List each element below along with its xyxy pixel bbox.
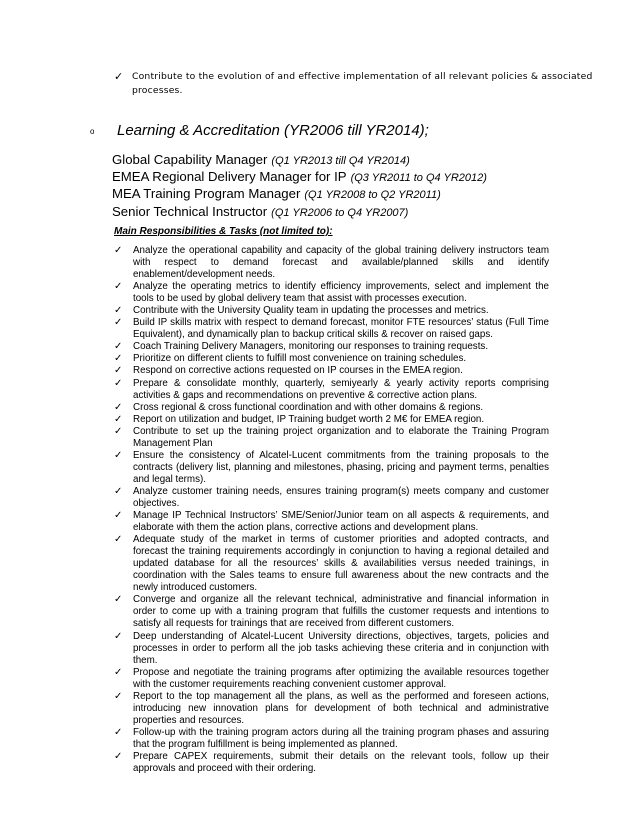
role-period: (Q1 YR2008 to Q2 YR2011) [304, 189, 441, 202]
responsibility-text: Deep understanding of Alcatel-Lucent University directions, objectives, targets, policies and processes in order to perform all the job tasks achieving these criteria and in conjunction with them. [133, 630, 549, 666]
checkmark-icon: ✓ [114, 666, 123, 678]
responsibility-text: Report on utilization and budget, IP Training budget worth 2 M€ for EMEA region. [133, 413, 485, 425]
checkmark-icon: ✓ [114, 401, 123, 413]
role-entry [112, 152, 487, 169]
responsibility-text: Respond on corrective actions requested on IP courses in the EMEA region. [133, 365, 463, 377]
responsibility-item [114, 727, 549, 751]
responsibility-item [114, 751, 549, 775]
responsibility-text: Coach Training Delivery Managers, monitoring our responses to training requests. [133, 341, 489, 353]
checkmark-icon: ✓ [114, 365, 123, 377]
responsibility-text: Contribute to set up the training project organization and to elaborate the Training Program Management Plan [133, 425, 549, 449]
role-title: MEA Training Program Manager [112, 186, 301, 202]
role-period: (Q1 YR2006 to Q4 YR2007) [271, 206, 409, 219]
responsibility-item [114, 691, 549, 727]
role-title: Senior Technical Instructor [112, 203, 268, 219]
section-heading: Learning & Accreditation (YR2006 till YR2014); [117, 122, 429, 139]
responsibility-item [114, 378, 549, 402]
responsibility-item [114, 365, 549, 377]
responsibility-text: Analyze customer training needs, ensures training program(s) meets company and customer objectives. [133, 485, 549, 509]
responsibility-item [114, 426, 549, 450]
checkmark-icon: ✓ [114, 317, 123, 329]
responsibility-item [114, 631, 549, 667]
responsibility-item [114, 317, 549, 341]
section-bullet-icon: o [90, 127, 95, 136]
checkmark-icon: ✓ [114, 534, 123, 546]
role-entry [112, 204, 487, 221]
responsibility-text: Build IP skills matrix with respect to demand forecast, monitor FTE resources’ status (Full Time Equivalent), and dynamically plan to backup critical skills & recover on raised gaps. [133, 317, 549, 341]
responsibility-item [114, 414, 549, 426]
responsibilities-heading: Main Responsibilities & Tasks (not limited to): [114, 226, 333, 237]
responsibility-text: Prepare CAPEX requirements, submit their details on the relevant tools, follow up their approvals and proceed with their ordering. [133, 750, 549, 775]
role-period: (Q1 YR2013 till Q4 YR2014) [271, 155, 410, 167]
checkmark-icon: ✓ [114, 281, 123, 293]
responsibility-item [114, 305, 549, 317]
responsibility-item [114, 353, 549, 365]
role-period: (Q3 YR2011 to Q4 YR2012) [350, 172, 487, 185]
checkmark-icon: ✓ [114, 377, 123, 389]
responsibility-item [114, 510, 549, 534]
responsibility-text: Follow-up with the training program actors during all the training program phases and assuring that the program fulfillment is being implemented as planned. [133, 726, 549, 750]
checkmark-icon: ✓ [114, 353, 123, 365]
checkmark-icon: ✓ [114, 425, 123, 437]
responsibility-text: Analyze the operational capability and capacity of the global training delivery instructors team with respect to demand forecast and available/planned skills and identify enablement/development needs. [133, 245, 549, 281]
responsibility-item [114, 534, 549, 594]
checkmark-icon: ✓ [114, 71, 124, 83]
role-entry [112, 186, 487, 203]
checkmark-icon: ✓ [114, 690, 123, 702]
checkmark-icon: ✓ [114, 630, 123, 642]
responsibility-text: Converge and organize all the relevant technical, administrative and financial information in order to come up with a training program that fulfills the customer requests and intentions to satisfy all requests for trainings that are received from different customers. [133, 594, 549, 630]
responsibility-text: Propose and negotiate the training programs after optimizing the available resources together with the customer requirements reaching convenient customer approval. [133, 666, 549, 690]
checkmark-icon: ✓ [114, 510, 123, 522]
responsibility-text: Adequate study of the market in terms of customer priorities and adopted contracts, and forecast the training requirements accordingly in conjunction to having a regional detailed and updated database for all the resources’ skills & availabilities versus needed trainings, in coordination with the Sales teams to ensure full awareness about the new contracts and the newly introduced customers. [133, 534, 549, 594]
checkmark-icon: ✓ [114, 594, 123, 606]
role-title: Global Capability Manager [112, 152, 268, 167]
responsibility-text: Contribute with the University Quality team in updating the processes and metrics. [133, 305, 489, 317]
checkmark-icon: ✓ [114, 305, 123, 317]
responsibility-item [114, 281, 549, 305]
responsibility-text: Manage IP Technical Instructors’ SME/Senior/Junior team on all aspects & requirements, and elaborate with them the action plans, corrective actions and development plans. [133, 510, 549, 534]
checkmark-icon: ✓ [114, 726, 123, 738]
responsibility-text: Analyze the operating metrics to identify efficiency improvements, select and implement the tools to be used by global delivery team that assist with processes execution. [133, 281, 549, 305]
responsibility-text: Ensure the consistency of Alcatel-Lucent commitments from the training proposals to the contracts (delivery list, planning and milestones, phasing, pricing and payment terms, penalties and legal terms). [133, 449, 549, 485]
role-title: EMEA Regional Delivery Manager for IP [112, 169, 347, 185]
checkmark-icon: ✓ [114, 245, 123, 256]
responsibility-text: Report to the top management all the plans, as well as the performed and foreseen actions, introducing new innovation plans for development of both technical and administrative properties and resources. [133, 690, 549, 726]
responsibility-text: Prepare & consolidate monthly, quarterly, semiyearly & yearly activity reports comprising activities & gaps and recommendations on preventive & corrective action plans. [133, 377, 549, 401]
responsibility-item [114, 594, 549, 630]
responsibility-item [114, 667, 549, 691]
responsibilities-list [114, 245, 549, 775]
responsibility-item [114, 450, 549, 486]
responsibility-item [114, 402, 549, 414]
responsibility-text: Prioritize on different clients to fulfill most convenience on training schedules. [133, 353, 467, 365]
role-entry [112, 169, 487, 186]
checkmark-icon: ✓ [114, 485, 123, 497]
checkmark-icon: ✓ [114, 413, 123, 425]
checkmark-icon: ✓ [114, 750, 123, 762]
responsibility-text: Cross regional & cross functional coordination and with other domains & regions. [133, 401, 484, 413]
responsibility-item [114, 245, 549, 281]
checkmark-icon: ✓ [114, 449, 123, 461]
checkmark-icon: ✓ [114, 341, 123, 353]
responsibility-item [114, 486, 549, 510]
policy-bullet-item [114, 70, 614, 97]
policy-bullet-text: Contribute to the evolution of and effective implementation of all relevant policies & associated processes. [132, 71, 593, 96]
roles-list [112, 152, 487, 221]
responsibility-item [114, 341, 549, 353]
